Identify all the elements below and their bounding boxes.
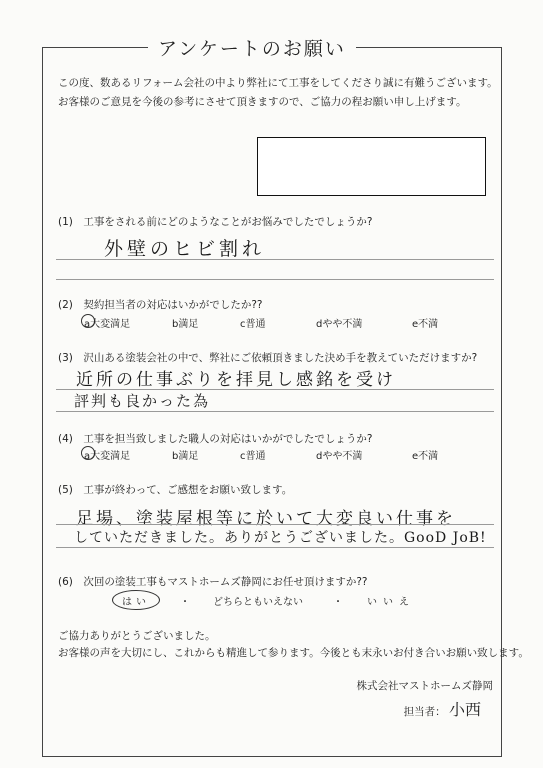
closing-line-2: お客様の声を大切にし、これからも精進して参ります。今後とも末永いお付き合いお願い致します。 [58,647,529,659]
handwritten-answer-3b: 評判も良かった為 [74,392,211,410]
answer-line [56,411,494,412]
staff-signature: 小西 [448,700,481,719]
answer-line [56,279,494,280]
question-text: 次回の塗装工事もマストホームズ静岡にお任せ頂けますか?? [83,576,368,588]
company-name: 株式会社マストホームズ静岡 [356,680,493,692]
option-b[interactable]: b満足 [172,319,199,330]
option-yes[interactable]: はい [122,597,150,608]
question-number: (4) [58,433,73,445]
handwritten-answer-5b: していただきました。ありがとうございました。GooD JoB! [74,530,487,546]
question-2 [58,297,263,312]
option-e[interactable]: e不満 [412,319,439,330]
redacted-box [257,137,486,196]
answer-line [56,259,494,260]
question-5 [58,482,292,497]
question-number: (6) [58,576,73,588]
handwritten-answer-5a: 足場、塗装屋根等に於いて大変良い仕事を [76,509,456,529]
staff-label: 担当者： [403,706,446,718]
question-number: (1) [58,216,73,228]
handwritten-answer-3a: 近所の仕事ぶりを拝見し感銘を受け [76,370,396,390]
question-text: 沢山ある塗装会社の中で、弊社にご依頼頂きました決め手を教えていただけますか? [83,352,478,364]
question-number: (2) [58,299,73,311]
option-d[interactable]: dやや不満 [316,451,363,462]
answer-line [56,524,494,525]
staff-line [404,697,481,720]
question-number: (5) [58,484,73,496]
option-e[interactable]: e不満 [412,451,439,462]
separator-dot: ・ [333,597,343,608]
intro-line-2: お客様のご意見を今後の参考にさせて頂きますので、ご協力の程お願い申し上げます。 [58,96,467,108]
option-neutral[interactable]: どちらともいえない [213,597,303,608]
option-c[interactable]: c普通 [240,319,266,330]
option-a[interactable]: a大変満足 [84,451,131,462]
closing-line-1: ご協力ありがとうございました。 [58,630,216,642]
question-6 [58,574,368,589]
option-c[interactable]: c普通 [240,451,266,462]
separator-dot: ・ [180,597,190,608]
intro-line-1: この度、数あるリフォーム会社の中より弊社にて工事をしてくださり誠に有難うございます。 [58,77,498,89]
option-a[interactable]: a大変満足 [84,319,131,330]
option-no[interactable]: いいえ [367,597,415,608]
question-3 [58,350,477,365]
question-number: (3) [58,352,73,364]
handwritten-answer-1: 外壁のヒビ割れ [104,238,266,260]
question-text: 工事が終わって、ご感想をお願い致します。 [83,484,293,496]
option-b[interactable]: b満足 [172,451,199,462]
question-1 [58,214,372,229]
answer-line [56,547,494,548]
option-d[interactable]: dやや不満 [316,319,363,330]
question-text: 工事をされる前にどのようなことがお悩みでしたでしょうか? [83,216,373,228]
page-title: アンケートのお願い [148,34,356,61]
question-4 [58,431,372,446]
question-text: 契約担当者の対応はいかがでしたか?? [83,299,263,311]
question-text: 工事を担当致しました職人の対応はいかがでしたでしょうか? [83,433,373,445]
